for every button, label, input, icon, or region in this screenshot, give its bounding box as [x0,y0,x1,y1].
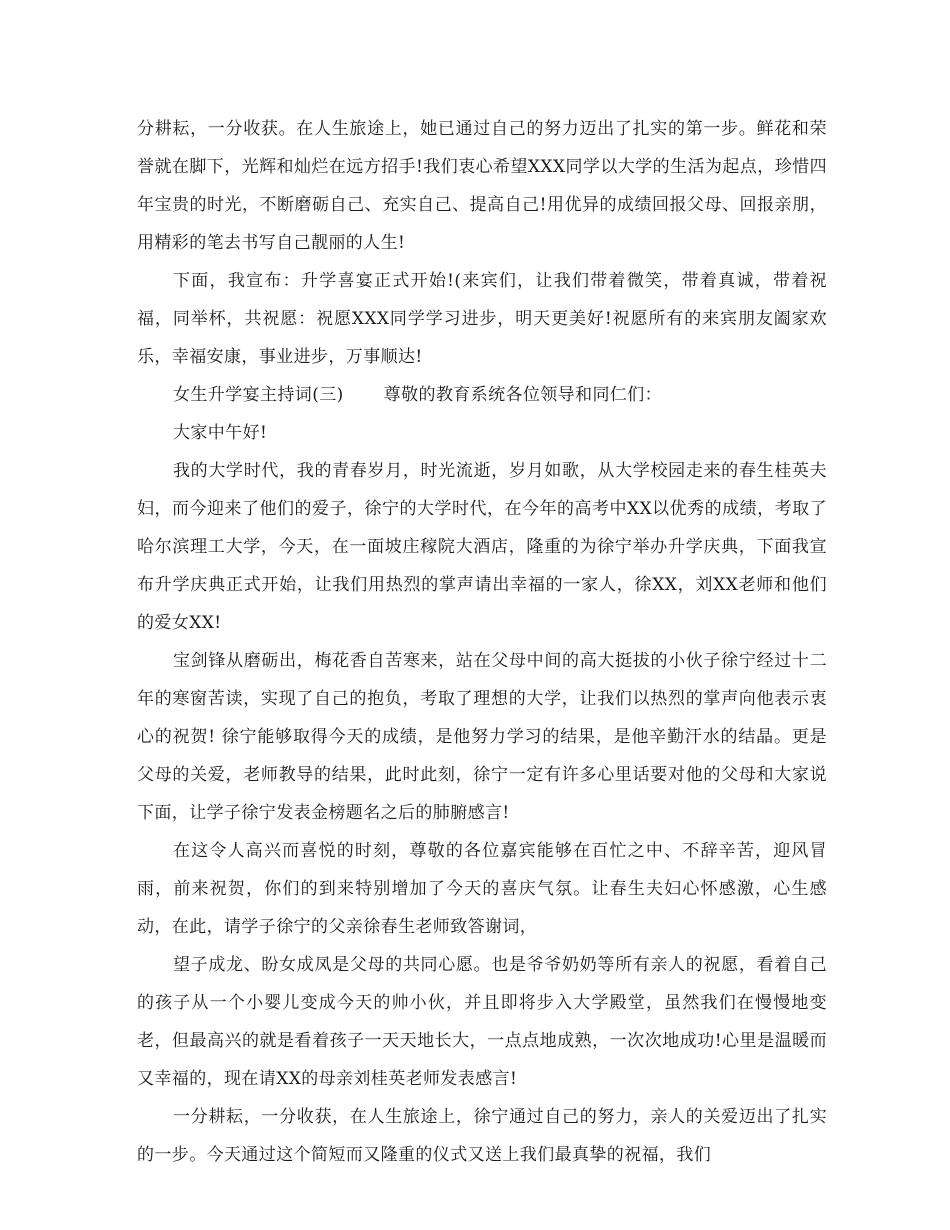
greeting: 大家中午好! [173,423,268,443]
paragraph-closing-blessing: 一分耕耘，一分收获，在人生旅途上，徐宁通过自己的努力，亲人的关爱迈出了扎实的一步。今天通过这个简短而又隆重的仪式又送上我们最真挚的祝福，我们 [137,1107,827,1165]
document-body [137,110,827,1174]
paragraph-parents-wish: 望子成龙、盼女成凤是父母的共同心愿。也是爷爷奶奶等所有亲人的祝愿，看着自己的孩子从一个小婴儿变成今天的帅小伙，并且即将步入大学殿堂，虽然我们在慢慢地变老，但最高兴的就是看着孩子一天天地长大，一点点地成熟，一次次地成功!心里是温暖而又幸福的，现在请XX的母亲刘桂英老师发表感言! [137,955,827,1089]
section-heading-line [137,376,827,414]
section-title: 女生升学宴主持词(三) [173,385,344,405]
paragraph-opening: 我的大学时代，我的青春岁月，时光流逝，岁月如歌，从大学校园走来的春生桂英夫妇，而今迎来了他们的爱子，徐宁的大学时代，在今年的高考中XX以优秀的成绩，考取了哈尔滨理工大学，今天，在一面坡庄稼院大酒店，隆重的为徐宁举办升学庆典，下面我宣布升学庆典正式开始，让我们用热烈的掌声请出幸福的一家人，徐XX，刘XX老师和他们的爱女XX! [137,461,827,633]
salutation: 尊敬的教育系统各位领导和同仁们： [383,385,663,405]
paragraph-guest-thanks: 在这令人高兴而喜悦的时刻，尊敬的各位嘉宾能够在百忙之中、不辞辛苦，迎风冒雨，前来祝贺，你们的到来特别增加了今天的喜庆气氛。让春生夫妇心怀感激，心生感动，在此，请学子徐宁的父亲徐春生老师致答谢词， [137,841,827,937]
paragraph-continued-blessing: 分耕耘，一分收获。在人生旅途上，她已通过自己的努力迈出了扎实的第一步。鲜花和荣誉就在脚下，光辉和灿烂在远方招手!我们衷心希望XXX同学以大学的生活为起点，珍惜四年宝贵的时光，不断磨砺自己、充实自己、提高自己!用优异的成绩回报父母、回报亲朋，用精彩的笔去书写自己靓丽的人生! [137,119,827,253]
paragraph-banquet-announcement: 下面，我宣布：升学喜宴正式开始!(来宾们，让我们带着微笑，带着真诚，带着祝福，同举杯，共祝愿：祝愿XXX同学学习进步，明天更美好!祝愿所有的来宾朋友阖家欢乐，幸福安康，事业进步，万事顺达! [137,271,827,367]
paragraph-student-congrats: 宝剑锋从磨砺出，梅花香自苦寒来，站在父母中间的高大挺拔的小伙子徐宁经过十二年的寒窗苦读，实现了自己的抱负，考取了理想的大学，让我们以热烈的掌声向他表示衷心的祝贺! 徐宁能够取得今天的成绩，是他努力学习的结果，是他辛勤汗水的结晶。更是父母的关爱，老师教导的结果，此时此刻，徐宁一定有许多心里话要对他的父母和大家说下面，让学子徐宁发表金榜题名之后的肺腑感言! [137,651,827,823]
